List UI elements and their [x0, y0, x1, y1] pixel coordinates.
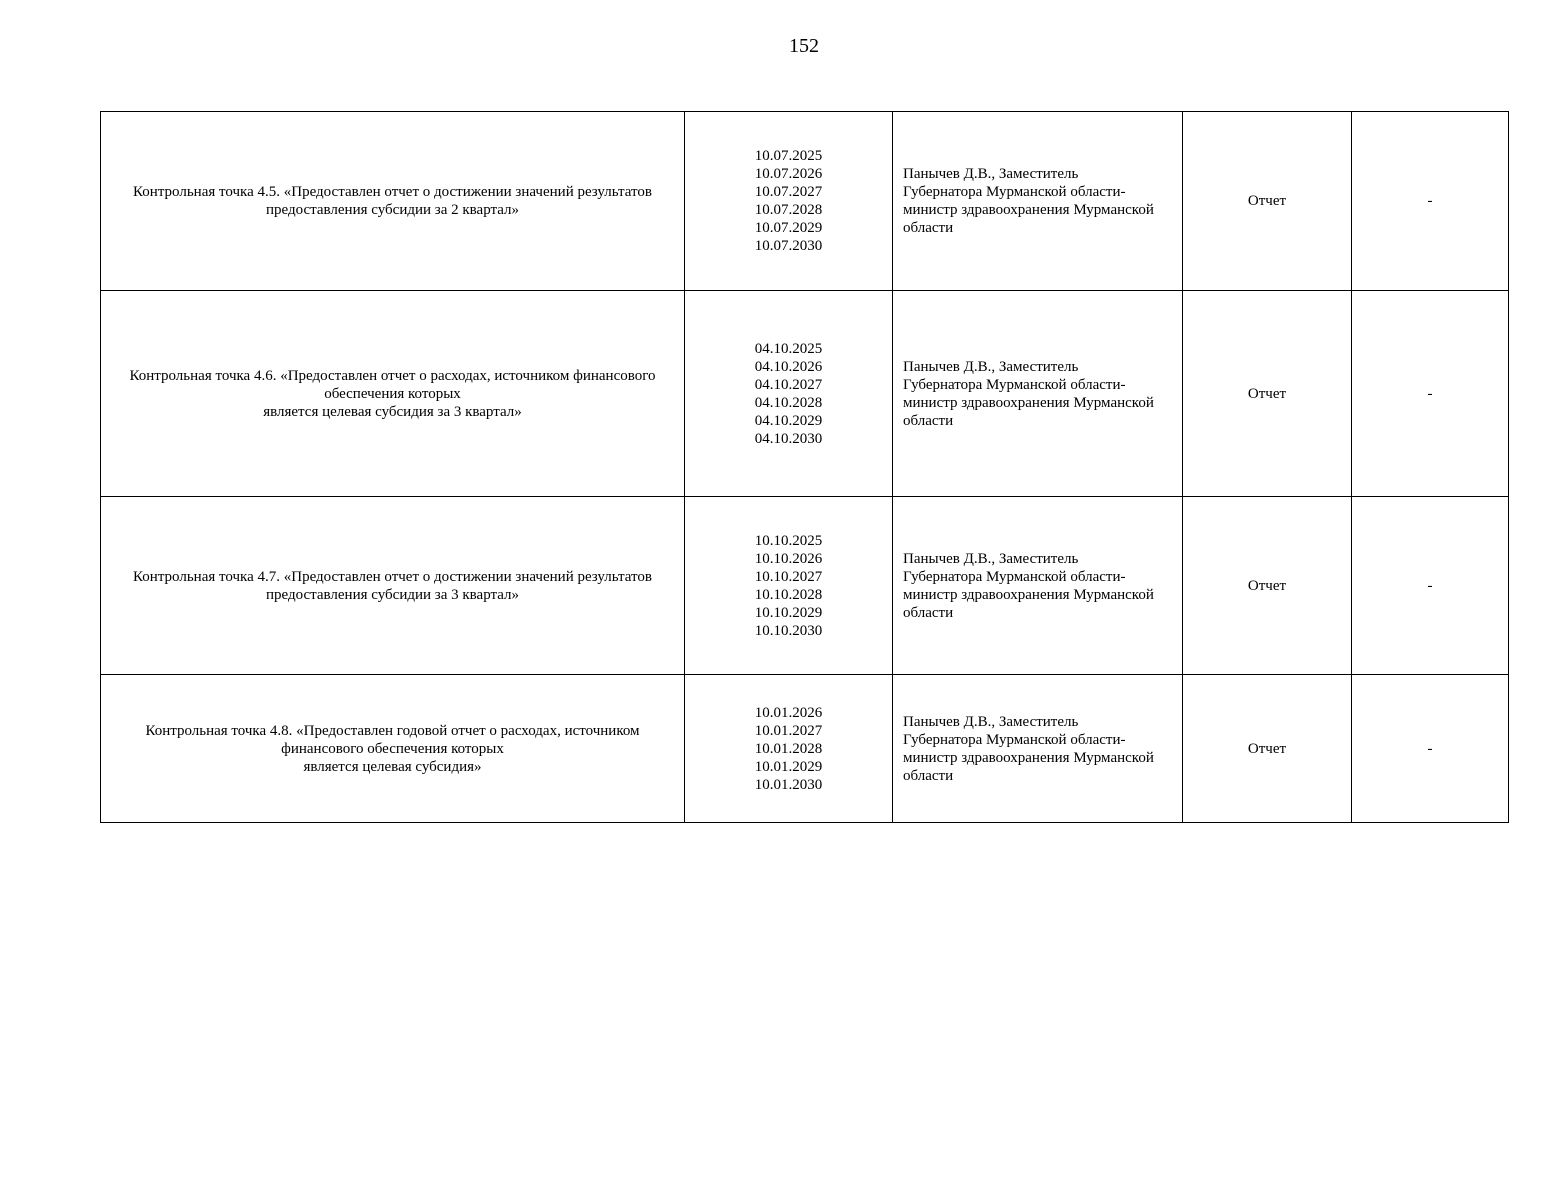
date-value: 04.10.2027	[754, 376, 823, 393]
date-value: 10.07.2026	[754, 166, 823, 182]
control-point-name-cell	[101, 112, 685, 291]
date-value: 10.07.2029	[754, 220, 823, 236]
extra-cell: -	[1352, 112, 1509, 291]
responsible-line: министр здравоохранения Мурманской	[903, 394, 1154, 411]
control-points-table	[100, 111, 1509, 823]
date-value: 10.01.2027	[754, 722, 823, 739]
control-point-name-line: является целевая субсидия за 3 квартал»	[263, 403, 522, 420]
extra-cell: -	[1352, 497, 1509, 675]
responsible-line: области	[903, 767, 954, 784]
responsible-line: Губернатора Мурманской области-	[903, 376, 1126, 393]
responsible-line: Губернатора Мурманской области-	[903, 568, 1126, 585]
responsible-line: Панычев Д.В., Заместитель	[903, 550, 1079, 567]
date-value: 10.10.2028	[754, 586, 823, 603]
date-value: 10.10.2026	[754, 550, 823, 567]
date-value: 04.10.2029	[754, 412, 823, 429]
date-value: 04.10.2028	[754, 394, 823, 411]
date-value: 10.10.2029	[754, 604, 823, 621]
dates-cell	[685, 497, 893, 675]
date-value: 10.07.2027	[754, 184, 823, 200]
control-point-name-line: Контрольная точка 4.7. «Предоставлен отчет о достижении значений результатов	[133, 568, 652, 585]
control-point-name-line: финансового обеспечения которых	[281, 740, 504, 757]
date-value: 04.10.2030	[754, 430, 823, 447]
table-row	[101, 291, 1509, 497]
date-value: 10.07.2030	[754, 238, 823, 254]
dates-cell	[685, 112, 893, 291]
responsible-line: Панычев Д.В., Заместитель	[903, 713, 1079, 730]
extra-cell: -	[1352, 291, 1509, 497]
date-value: 10.01.2030	[754, 776, 823, 793]
dates-cell	[685, 291, 893, 497]
responsible-line: области	[903, 604, 954, 621]
date-value: 04.10.2026	[754, 358, 823, 375]
table-row	[101, 497, 1509, 675]
document-type-cell: Отчет	[1183, 675, 1352, 823]
responsible-line: министр здравоохранения Мурманской	[903, 202, 1154, 218]
responsible-line: области	[903, 220, 954, 236]
table-row	[101, 675, 1509, 823]
control-point-name-line: Контрольная точка 4.8. «Предоставлен годовой отчет о расходах, источником	[145, 722, 640, 739]
control-point-name-line: предоставления субсидии за 3 квартал»	[265, 586, 520, 603]
responsible-line: области	[903, 412, 954, 429]
table-row	[101, 112, 1509, 291]
control-point-name-cell	[101, 675, 685, 823]
document-type-cell: Отчет	[1183, 291, 1352, 497]
control-point-name-line: Контрольная точка 4.5. «Предоставлен отчет о достижении значений результатов	[133, 184, 652, 200]
control-point-name-line: предоставления субсидии за 2 квартал»	[265, 202, 520, 218]
page-number: 152	[789, 35, 819, 57]
responsible-line: Панычев Д.В., Заместитель	[903, 166, 1079, 182]
responsible-line: министр здравоохранения Мурманской	[903, 586, 1154, 603]
date-value: 10.01.2028	[754, 740, 823, 757]
responsible-line: Панычев Д.В., Заместитель	[903, 358, 1079, 375]
date-value: 10.10.2030	[754, 622, 823, 639]
control-point-name-line: Контрольная точка 4.6. «Предоставлен отчет о расходах, источником финансового	[129, 367, 656, 384]
control-point-name-line: является целевая субсидия»	[303, 758, 482, 775]
responsible-cell	[893, 675, 1183, 823]
dates-cell	[685, 675, 893, 823]
date-value: 10.10.2027	[754, 568, 823, 585]
document-type-cell: Отчет	[1183, 497, 1352, 675]
date-value: 10.01.2026	[754, 704, 823, 721]
responsible-line: Губернатора Мурманской области-	[903, 184, 1126, 200]
responsible-cell	[893, 497, 1183, 675]
date-value: 10.01.2029	[754, 758, 823, 775]
date-value: 10.07.2025	[754, 148, 823, 164]
responsible-cell	[893, 112, 1183, 291]
date-value: 10.07.2028	[754, 202, 823, 218]
date-value: 04.10.2025	[754, 340, 823, 357]
date-value: 10.10.2025	[754, 532, 823, 549]
document-type-cell: Отчет	[1183, 112, 1352, 291]
responsible-line: министр здравоохранения Мурманской	[903, 749, 1154, 766]
control-point-name-line: обеспечения которых	[324, 385, 461, 402]
extra-cell: -	[1352, 675, 1509, 823]
responsible-line: Губернатора Мурманской области-	[903, 731, 1126, 748]
control-point-name-cell	[101, 291, 685, 497]
control-point-name-cell	[101, 497, 685, 675]
responsible-cell	[893, 291, 1183, 497]
